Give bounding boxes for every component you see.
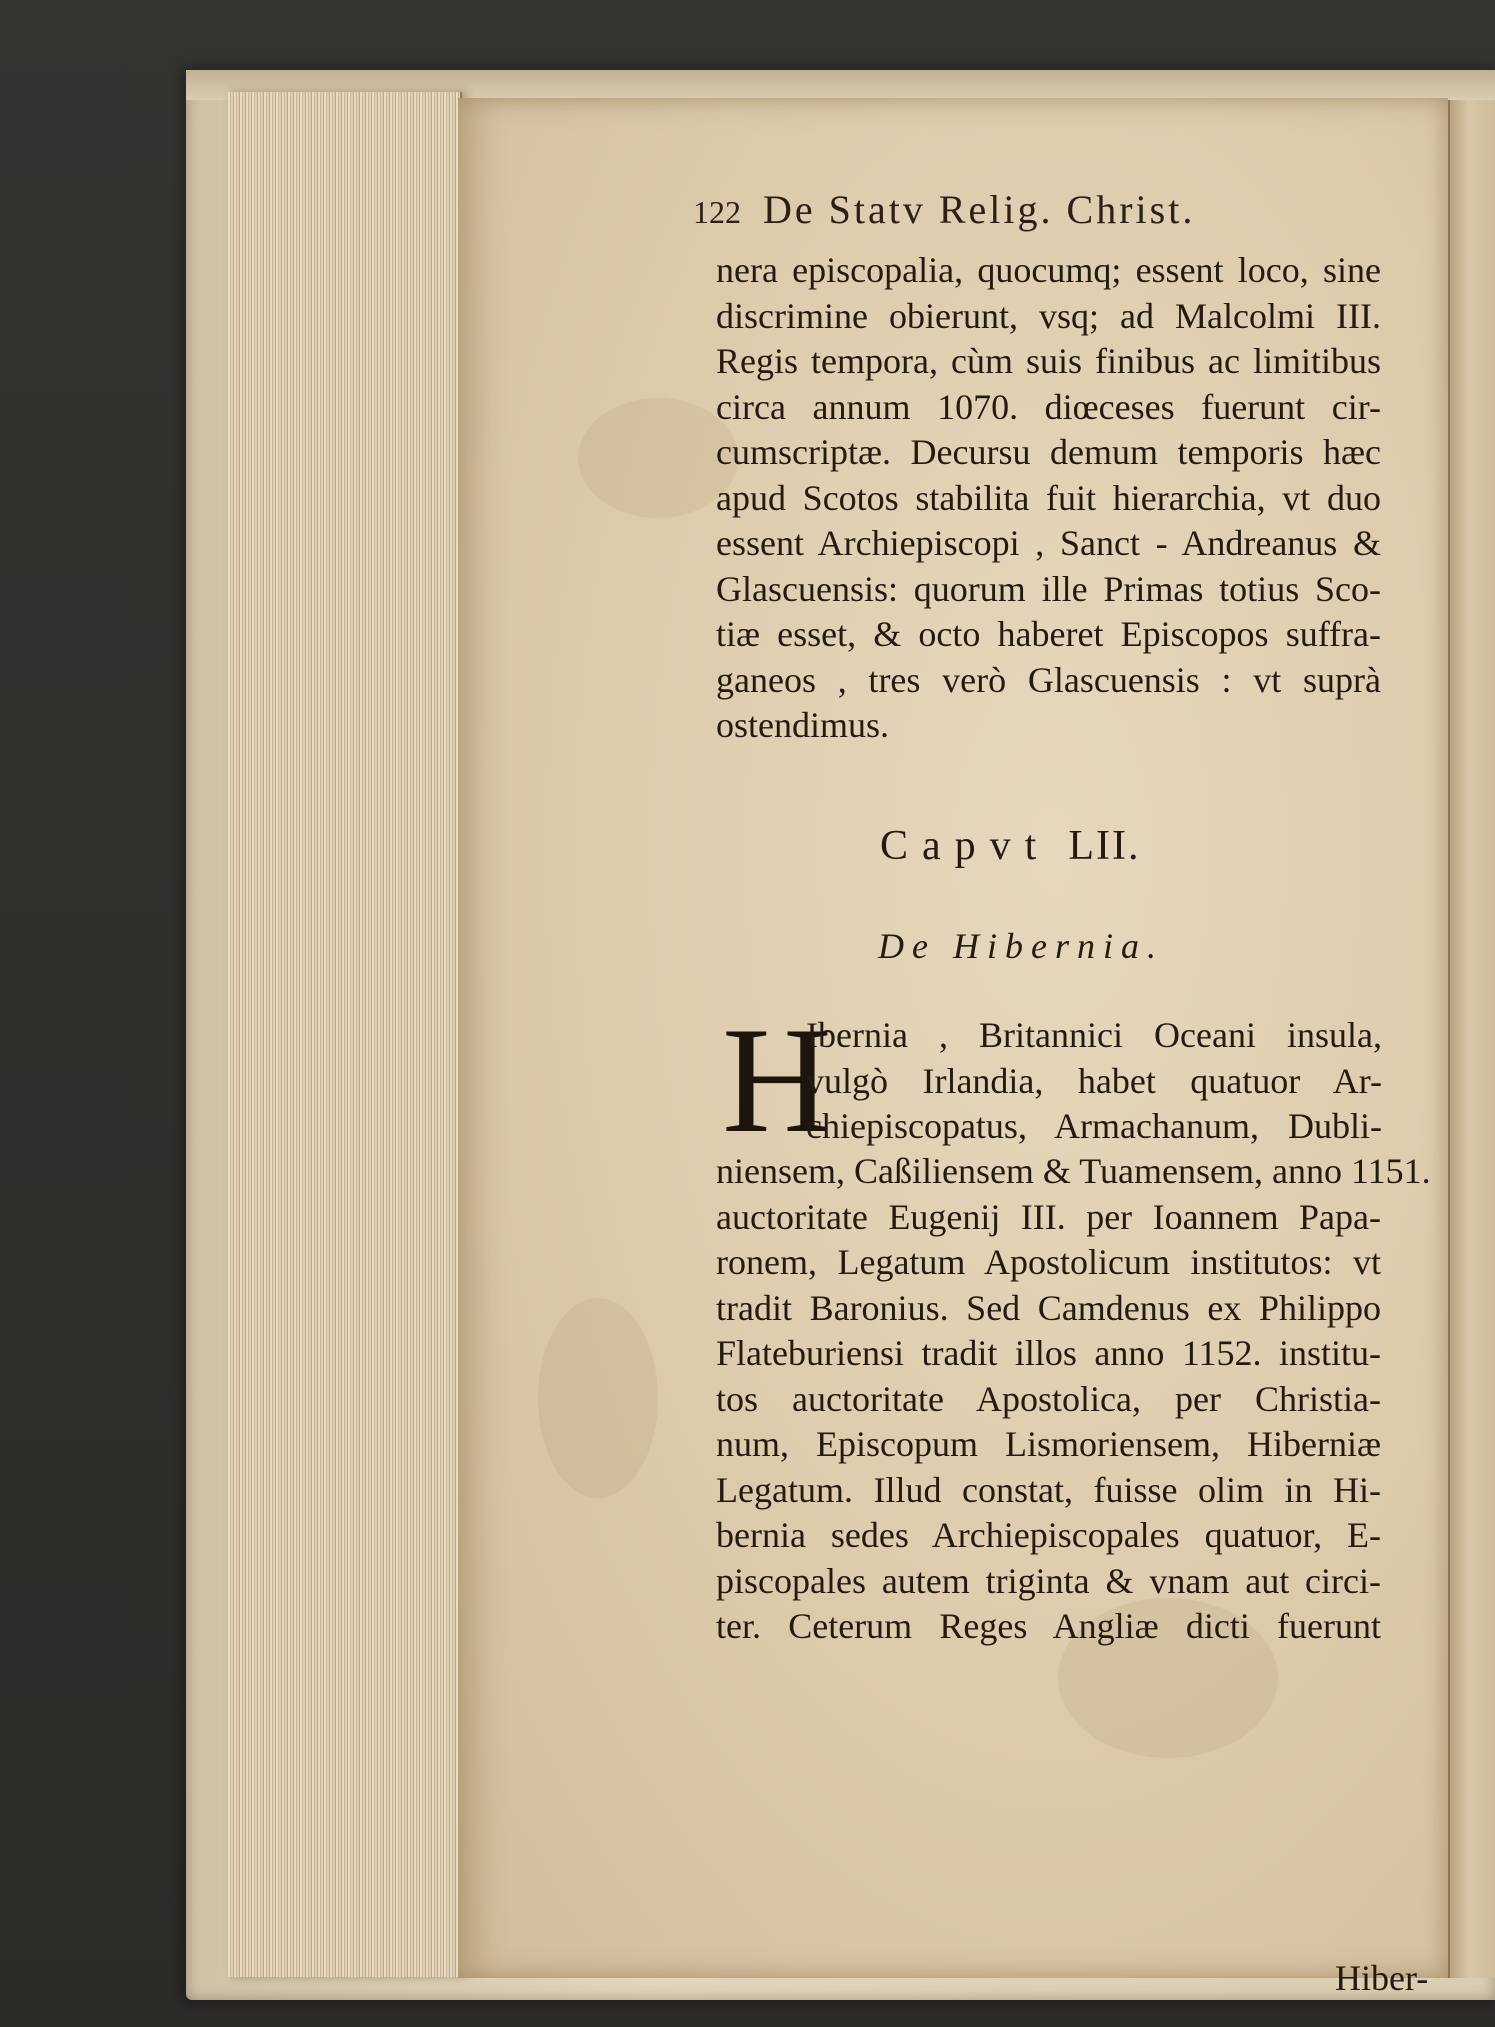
- paragraph-2: [716, 1149, 1431, 1650]
- drop-cap: H: [722, 996, 832, 1164]
- running-head: [693, 186, 1393, 233]
- right-page-edge: [1448, 100, 1495, 1978]
- chapter-heading: [880, 822, 1140, 870]
- text-line: num, Episcopum Lismoriensem, Hiberniæ: [716, 1424, 1381, 1464]
- text-line: auctoritate Eugenij III. per Ioannem Papa-: [716, 1196, 1381, 1237]
- foxing-stain: [538, 1298, 658, 1498]
- text-line: Flateburiensi tradit illos anno 1152. institu-: [716, 1333, 1381, 1373]
- text-line: ostendimus.: [716, 705, 890, 745]
- text-line: essent Archiepiscopi , Sanct - Andreanus &: [716, 523, 1381, 563]
- text-line: discrimine obierunt, vsq; ad Malcolmi III.: [716, 295, 1381, 336]
- text-line: vulgò Irlandia, habet quatuor Ar-: [806, 1060, 1382, 1101]
- text-line: Legatum. Illud constat, fuisse olim in Hi-: [716, 1469, 1381, 1510]
- text-line: piscopales autem triginta & vnam aut circi-: [716, 1560, 1381, 1601]
- text-line: chiepiscopatus, Armachanum, Dubli-: [806, 1106, 1382, 1146]
- text-line: circa annum 1070. diœceses fuerunt cir-: [716, 386, 1381, 427]
- text-line: cumscriptæ. Decursu demum temporis hæc: [716, 432, 1381, 472]
- chapter-label: Capvt: [880, 823, 1051, 869]
- text-line: bernia sedes Archiepiscopales quatuor, E-: [716, 1515, 1381, 1555]
- text-line: niensem, Caßiliensem & Tuamensem, anno 1151.: [716, 1151, 1431, 1191]
- chapter-number: LII.: [1068, 823, 1141, 869]
- text-line: nera episcopalia, quocumq; essent loco, sine: [716, 250, 1381, 290]
- text-line: Regis tempora, cùm suis finibus ac limitibus: [716, 341, 1381, 381]
- page-number: 122: [693, 194, 741, 230]
- text-line: tiæ esset, & octo haberet Episcopos suffra-: [716, 614, 1381, 654]
- section-title: De Hibernia.: [878, 926, 1164, 966]
- left-page-stack-edges: [228, 92, 462, 1977]
- paragraph-2-indented-lines: [806, 1013, 1382, 1150]
- text-line: Ibernia , Britannici Oceani insula,: [806, 1015, 1382, 1055]
- catchword: Hiber-: [1335, 1958, 1429, 1998]
- text-line: ter. Ceterum Reges Angliæ dicti fuerunt: [716, 1606, 1381, 1646]
- text-line: Glascuensis: quorum ille Primas totius Sco-: [716, 568, 1381, 609]
- text-line: apud Scotos stabilita fuit hierarchia, vt duo: [716, 477, 1381, 518]
- paragraph-1: [716, 248, 1381, 749]
- text-line: ronem, Legatum Apostolicum institutos: vt: [716, 1242, 1381, 1282]
- text-line: tos auctoritate Apostolica, per Christia-: [716, 1378, 1381, 1419]
- running-title: De Statv Relig. Christ.: [763, 187, 1196, 232]
- text-line: ganeos , tres verò Glascuensis : vt suprà: [716, 659, 1381, 700]
- text-line: tradit Baronius. Sed Camdenus ex Philippo: [716, 1287, 1381, 1328]
- foxing-stain: [578, 398, 738, 518]
